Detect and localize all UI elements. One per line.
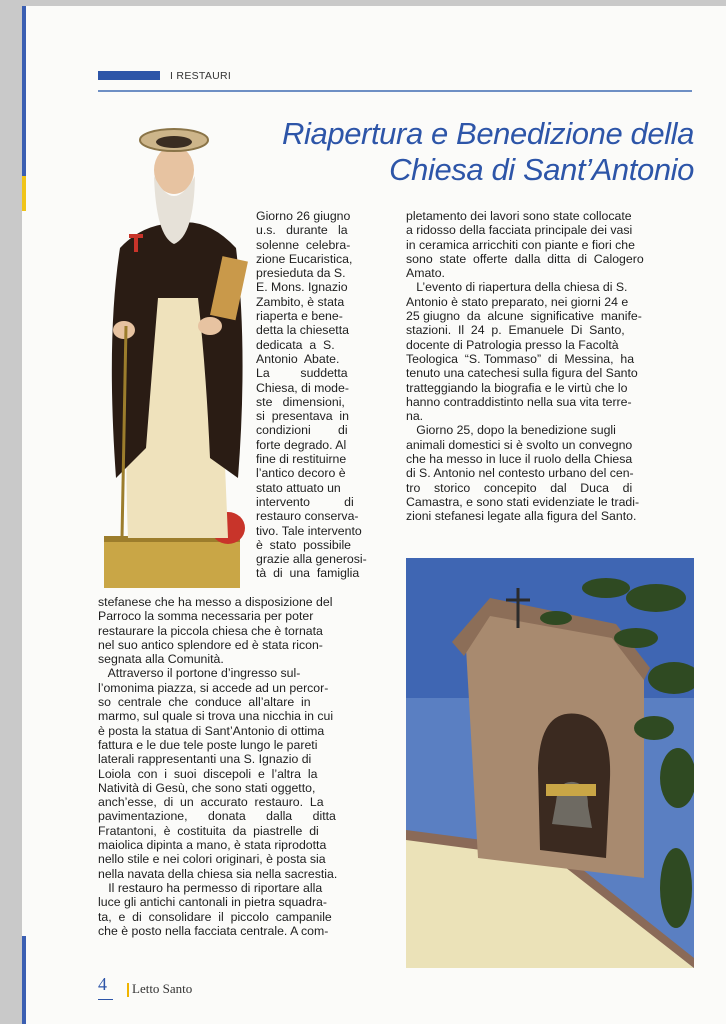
bell-tower-photo: [406, 558, 694, 968]
edge-color-strip-blue-bottom: [22, 936, 26, 1024]
article-title-text: Riapertura e Benedizione della Chiesa di Sant’Antonio: [282, 116, 694, 187]
page-number: 4: [98, 974, 107, 994]
saint-anthony-statue-image: [98, 118, 268, 596]
article-title: [194, 116, 694, 188]
magazine-page: [22, 6, 726, 1024]
page-number-underline: [98, 999, 113, 1000]
article-text-column-left-top: Giorno 26 giugno u.s. durante la solenne celebra- zione Eucaristica, presieduta da S. E. Mons. Ignazio Zambito, è stata riaperta e bene- detta la chiesetta dedicata a S. Antonio Abate. La suddetta Chiesa, di mode- ste dimensioni, si presentava in condizioni di forte degrado. Al fine di restituirne l’antico decoro è stato attuato un intervento di restauro conserva- tivo. Tale intervento è stato possibile grazie alla generosi- tà di una famiglia: [256, 209, 367, 581]
section-label: I RESTAURI: [170, 70, 232, 82]
magazine-name: Letto Santo: [132, 981, 193, 996]
article-text-column-left-bottom: stefanese che ha messo a disposizione del Parroco la somma necessaria per poter restaurare la piccola chiesa che è tornata nel suo antico splendore ed è stata ricon- segnata alla Comunità. Attraverso il portone d’ingresso sul- l’omonima piazza, si accede ad un percor- so centrale che conduce all’altare in marmo, sul quale si trova una nicchia in cui è posta la statua di Sant’Antonio di ottima fattura e le due tele poste lungo le pareti laterali rappresentanti una S. Ignazio di Loiola con i suoi discepoli e l’altra la Natività di Gesù, che sono stati oggetto, anch’esse, di un accurato restauro. La pavimentazione, donata dalla ditta Fratantoni, è costituita da piastrelle di maiolica dipinta a mano, è stata riprodotta nello stile e nei colori originari, è posta sia nella navata della chiesa sia nella sacrestia. Il restauro ha permesso di riportare alla luce gli antichi cantonali in pietra squadra- ta, e di consolidare il piccolo campanile che è posto nella facciata centrale. A com-: [98, 595, 338, 938]
section-marker-block: [98, 71, 160, 80]
header-rule: [98, 90, 692, 92]
article-text-column-right: pletamento dei lavori sono state collocate a ridosso della facciata principale dei vasi in ceramica arricchiti con piante e fiori che sono state offerte dalla ditta di Calogero Amato. L’evento di riapertura della chiesa di S. Antonio è stato preparato, nei giorni 24 e 25 giugno da alcune significative manife- stazioni. Il 24 p. Emanuele Di Santo, docente di Patrologia presso la Facoltà Teologica “S. Tommaso” di Messina, ha tenuto una catechesi sulla figura del Santo tratteggiando la biografia e le virtù che lo hanno contraddistinto nella sua vita terre- na. Giorno 25, dopo la benedizione sugli animali domestici si è svolto un convegno che ha messo in luce il ruolo della Chiesa di S. Antonio nel contesto urbano del cen- tro storico concepito dal Duca di Camastra, e sono stati evidenziate le tradi- zioni stefanesi legate alla figura del Santo.: [406, 209, 644, 524]
edge-color-strip-yellow: [22, 176, 26, 211]
edge-color-strip-blue: [22, 6, 26, 176]
footer-separator: [127, 983, 129, 997]
